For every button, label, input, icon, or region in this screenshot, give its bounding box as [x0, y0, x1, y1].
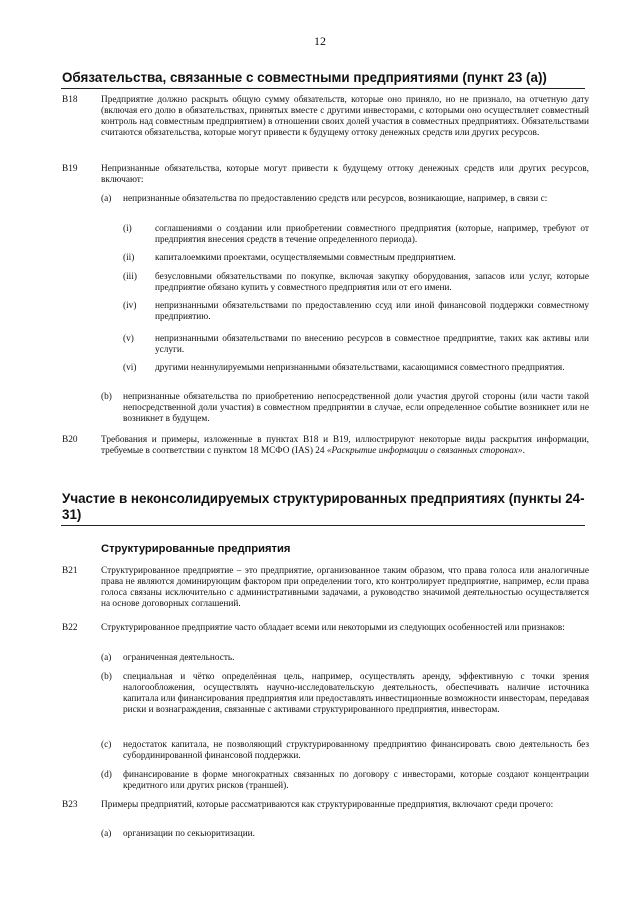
paragraph-b20	[101, 435, 589, 457]
list-label-a: (a)	[101, 829, 112, 839]
section-heading-joint-ventures: Обязательства, связанные с совместными предприятиями (пункт 23 (а))	[62, 70, 547, 85]
sublist-item-v-text: непризнанными обязательствами по внесению ресурсов в совместное предприятие, таких как активы или услуги.	[155, 334, 589, 355]
list-item-b-text: специальная и чётко определённая цель, например, осуществлять аренду, эффективную с точки зрения налогообложения, осуществлять научно-исследовательскую деятельность, обеспечивать наличие источника капитала или финансирования предприятия или предоставлять инвестиционные возможности инвесторам, передавая риски и вознаграждения, связанные с активами структурированного предприятия, инвесторам.	[123, 672, 589, 715]
sublist-label-i: (i)	[123, 224, 132, 234]
paragraph-code-b21: B21	[62, 566, 78, 576]
list-label-b: (b)	[101, 672, 112, 682]
paragraph-b21-text: Структурированное предприятие – это предприятие, организованное таким образом, что права голоса или аналогичные права не являются доминирующим фактором при определении того, кто контролирует предприятие, например, если права голоса связаны исключительно с административными задачами, а руководство значимой деятельностью осуществляется на основе договорных соглашений.	[101, 566, 589, 609]
list-item-b-text: непризнанные обязательства по приобретению непосредственной доли участия другой стороны (или части такой непосредственной доли участия) в совместном предприятии в случае, если определенное событие возникнет или не возникнет в будущем.	[123, 392, 589, 424]
list-label-d: (d)	[101, 770, 112, 780]
paragraph-code-b20: B20	[62, 435, 78, 445]
paragraph-code-b22: B22	[62, 623, 78, 633]
sublist-label-vi: (vi)	[123, 363, 137, 373]
sublist-label-iv: (iv)	[123, 301, 137, 311]
paragraph-code-b18: B18	[62, 95, 78, 105]
paragraph-code-b19: B19	[62, 164, 78, 174]
list-item-d-text: финансирование в форме многократных связанных по договору с инвесторами, которые создают концентрации кредитного или других рисков (траншей).	[123, 770, 589, 791]
subheading-structured-entities: Структурированные предприятия	[101, 543, 291, 555]
list-item-a-text: ограниченная деятельность.	[123, 653, 235, 663]
list-label-a: (a)	[101, 653, 112, 663]
sublist-item-ii-text: капиталоемкими проектами, осуществляемыми совместным предприятием.	[155, 253, 456, 263]
sublist-item-iv-text: непризнанными обязательствами по предоставлению ссуд или иной финансовой поддержки совместному предприятию.	[155, 301, 589, 322]
heading-underline	[61, 88, 585, 89]
section-heading-structured-entities: Участие в неконсолидируемых структурированных предприятиях (пункты 24-31)	[62, 491, 585, 522]
page-number: 12	[314, 34, 326, 48]
sublist-label-v: (v)	[123, 334, 134, 344]
list-item-a-text: организации по секьюритизации.	[123, 829, 255, 839]
list-item-c-text: недостаток капитала, не позволяющий структурированному предприятию финансировать свою деятельность без субординированной финансовой поддержки.	[123, 740, 589, 761]
sublist-label-iii: (iii)	[123, 272, 137, 282]
sublist-label-ii: (ii)	[123, 253, 135, 263]
sublist-item-i-text: соглашениями о создании или приобретении совместного предприятия (которые, например, требуют от предприятия внесения средств в течение определенного периода).	[155, 224, 589, 245]
paragraph-b22-text: Структурированное предприятие часто обладает всеми или некоторыми из следующих особенностей или признаков:	[101, 623, 565, 633]
paragraph-b20-text: Требования и примеры, изложенные в пунктах B18 и B19, иллюстрируют некоторые виды раскрытия информации, требуемые в соответствии с пунктом 18 МСФО (IAS) 24	[101, 435, 589, 456]
list-label-c: (c)	[101, 740, 112, 750]
sublist-item-vi-text: другими неаннулируемыми непризнанными обязательствами, касающимися совместного предприятия.	[155, 363, 565, 373]
sublist-item-iii-text: безусловными обязательствами по покупке, включая закупку оборудования, запасов или услуг, которые предприятие обязано купить у совместного предприятия или от его имени.	[155, 272, 589, 293]
list-label-b: (b)	[101, 392, 112, 402]
list-label-a: (a)	[101, 194, 112, 204]
paragraph-code-b23: B23	[62, 800, 78, 810]
paragraph-b23-text: Примеры предприятий, которые рассматриваются как структурированные предприятия, включают среди прочего:	[101, 800, 554, 810]
paragraph-b20-end: .	[522, 446, 525, 456]
paragraph-b19-text: Непризнанные обязательства, которые могут привести к будущему оттоку денежных средств или других ресурсов, включают:	[101, 164, 589, 185]
paragraph-b18-text: Предприятие должно раскрыть общую сумму обязательств, которые оно приняло, но не признало, на отчетную дату (включая его долю в обязательствах, принятых вместе с другими инвесторами, с которыми оно осуществляет совместный контроль над совместным предприятием) в отношении своих долей участия в совместных предприятиях. Обязательствами считаются обязательства, которые могут привести к будущему оттоку денежных средств или других ресурсов.	[101, 95, 589, 138]
list-item-a-text: непризнанные обязательства по предоставлению средств или ресурсов, возникающие, например, в связи с:	[123, 194, 548, 204]
standard-title-italic: «Раскрытие информации о связанных сторонах»	[326, 446, 523, 456]
heading-underline	[61, 525, 585, 526]
